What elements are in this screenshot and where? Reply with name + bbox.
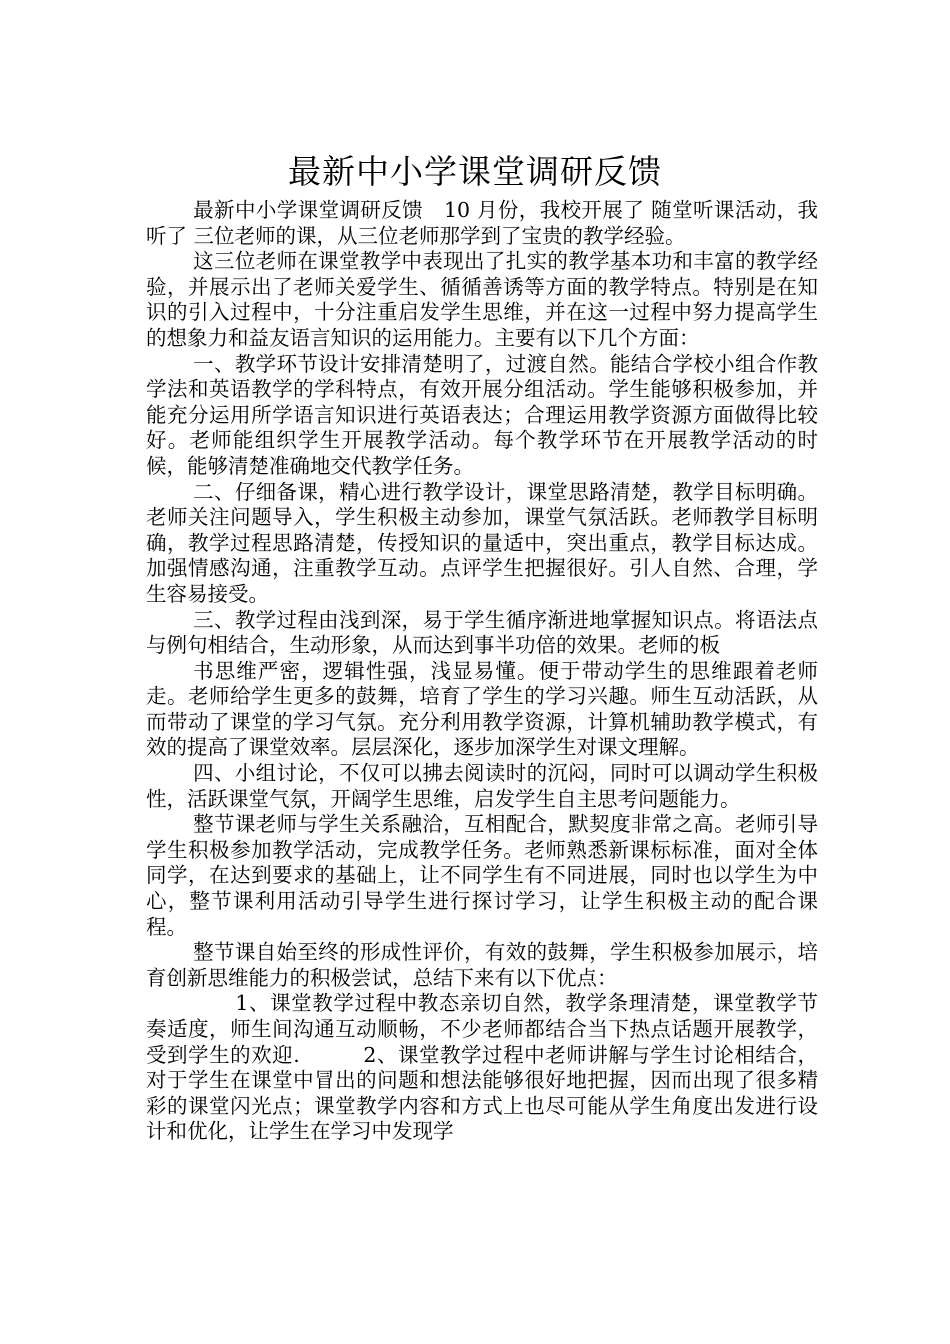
paragraph-point-4: 四、小组讨论，不仅可以拂去阅读时的沉闷，同时可以调动学生积极性，活跃课堂气氛，开阔学生思维，启发学生自主思考问题能力。 (146, 761, 818, 811)
paragraph-advantages: 1、课堂教学过程中教态亲切自然，教学条理清楚，课堂教学节奏适度，师生间沟通互动顺畅，不少老师都结合当下热点话题开展教学，受到学生的欢迎. 2、课堂教学过程中老师讲解与学生讨论相结合，对于学生在课堂中冒出的问题和想法能够很好地把握，因而出现了很多精彩的课堂闪光点；课堂教学内容和方式上也尽可能从学生角度出发进行设计和优化，让学生在学习中发现学 (146, 991, 818, 1144)
paragraph-overview: 这三位老师在课堂教学中表现出了扎实的教学基本功和丰富的教学经验，并展示出了老师关爱学生、循循善诱等方面的教学特点。特别是在知识的引入过程中，十分注重启发学生思维，并在这一过程中努力提高学生的想象力和益友语言知识的运用能力。主要有以下几个方面： (146, 249, 818, 350)
paragraph-point-3-continued: 书思维严密，逻辑性强，浅显易懂。便于带动学生的思维跟着老师走。老师给学生更多的鼓舞，培育了学生的学习兴趣。师生互动活跃，从而带动了课堂的学习气氛。充分利用教学资源，计算机辅助教学模式，有效的提高了课堂效率。层层深化，逐步加深学生对课文理解。 (146, 658, 818, 760)
paragraph-evaluation: 整节课自始至终的形成性评价，有效的鼓舞，学生积极参加展示，培育创新思维能力的积极尝试，总结下来有以下优点： (146, 940, 818, 990)
paragraph-point-3: 三、教学过程由浅到深，易于学生循序渐进地掌握知识点。将语法点与例句相结合，生动形象，从而达到事半功倍的效果。老师的板 (146, 607, 818, 658)
paragraph-point-2: 二、仔细备课，精心进行教学设计，课堂思路清楚，教学目标明确。老师关注问题导入，学生积极主动参加，课堂气氛活跃。老师教学目标明确，教学过程思路清楚，传授知识的量适中，突出重点，教学目标达成。加强情感沟通，注重教学互动。点评学生把握很好。引人自然、合理，学生容易接受。 (146, 479, 818, 606)
paragraph-intro: 最新中小学课堂调研反馈 10 月份，我校开展了 随堂听课活动，我听了 三位老师的课，从三位老师那学到了宝贵的教学经验。 (146, 198, 818, 248)
document-title: 最新中小学课堂调研反馈 (288, 152, 662, 192)
document-body (146, 198, 818, 1145)
paragraph-point-1: 一、教学环节设计安排清楚明了，过渡自然。能结合学校小组合作教学法和英语教学的学科特点，有效开展分组活动。学生能够积极参加，并能充分运用所学语言知识进行英语表达；合理运用教学资源方面做得比较好。老师能组织学生开展教学活动。每个教学环节在开展教学活动的时候，能够清楚准确地交代教学任务。 (146, 351, 818, 478)
paragraph-summary: 整节课老师与学生关系融洽，互相配合，默契度非常之高。老师引导学生积极参加教学活动，完成教学任务。老师熟悉新课标标准，面对全体同学，在达到要求的基础上，让不同学生有不同进展，同时也以学生为中心，整节课利用活动引导学生进行探讨学习，让学生积极主动的配合课程。 (146, 812, 818, 939)
